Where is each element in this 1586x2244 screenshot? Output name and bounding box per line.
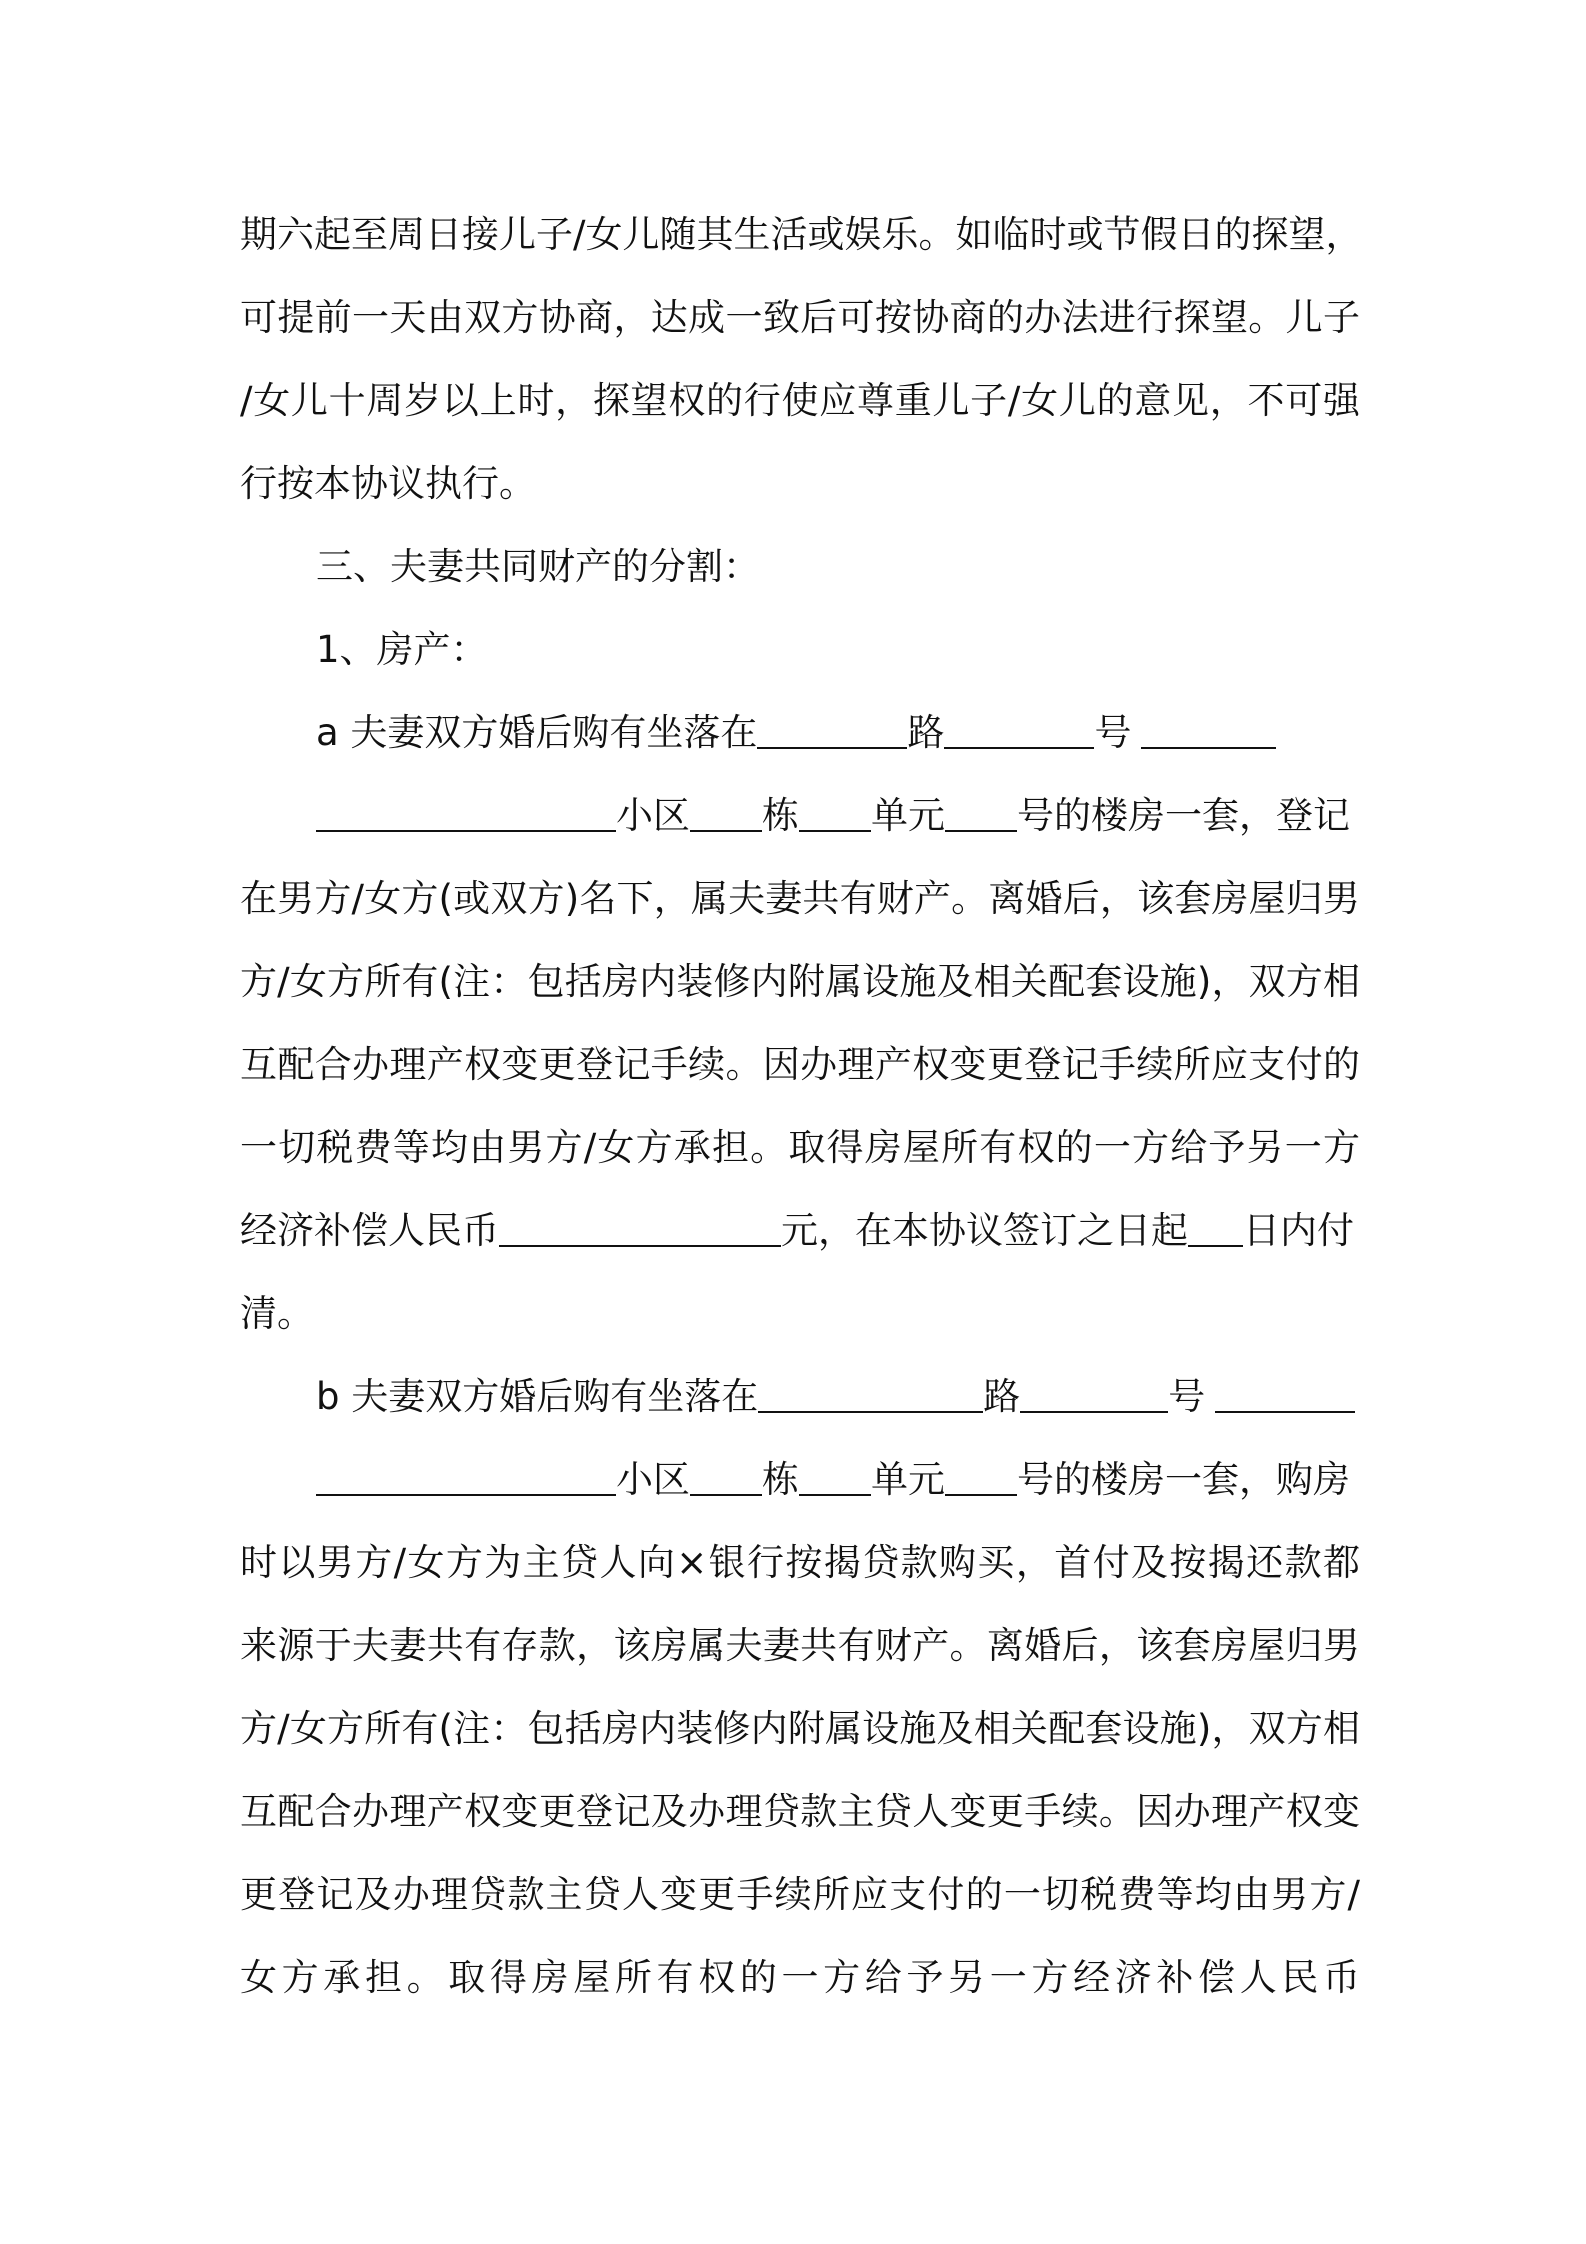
community-blank[interactable]: [316, 1458, 616, 1496]
road-blank[interactable]: [758, 1375, 983, 1413]
room-blank[interactable]: [945, 794, 1017, 832]
building-blank[interactable]: [690, 1458, 762, 1496]
item-b-line-8: 女方承担。取得房屋所有权的一方给予另一方经济补偿人民币: [240, 1956, 1360, 1999]
unit-blank[interactable]: [799, 794, 871, 832]
community-label: 小区: [616, 1458, 690, 1501]
address-blank[interactable]: [1141, 711, 1276, 749]
item-a-payment-line: [240, 1206, 1360, 1256]
compensation-amount-blank[interactable]: [499, 1209, 781, 1247]
number-label: 号: [1168, 1375, 1206, 1418]
road-label: 路: [907, 711, 945, 754]
item-b-line-7: 更登记及办理贷款主贷人变更手续所应支付的一切税费等均由男方/: [240, 1873, 1360, 1916]
payment-deadline-label: 日内付: [1243, 1209, 1354, 1252]
unit-blank[interactable]: [799, 1458, 871, 1496]
item-b-line-6: 互配合办理产权变更登记及办理贷款主贷人变更手续。因办理产权变: [240, 1790, 1360, 1833]
item-a-address-line: [316, 708, 1360, 758]
visitation-line-3: /女儿十周岁以上时，探望权的行使应尊重儿子/女儿的意见，不可强: [240, 379, 1360, 422]
item-b-intro: b 夫妻双方婚后购有坐落在: [316, 1375, 759, 1418]
address-blank[interactable]: [1215, 1375, 1355, 1413]
visitation-line-4: 行按本协议执行。: [240, 462, 536, 505]
road-label: 路: [983, 1375, 1021, 1418]
building-label: 栋: [762, 1458, 799, 1501]
section-three-heading: 三、夫妻共同财产的分割：: [316, 545, 760, 588]
room-label: 号的楼房一套，登记: [1017, 794, 1350, 837]
item-a-line-4: 方/女方所有(注：包括房内装修内附属设施及相关配套设施)，双方相: [240, 960, 1360, 1003]
item-1-heading: 1、房产：: [316, 628, 488, 671]
unit-label: 单元: [871, 794, 945, 837]
compensation-label: 经济补偿人民币: [240, 1209, 499, 1252]
item-a-building-line: [316, 791, 1360, 841]
days-blank[interactable]: [1188, 1209, 1243, 1247]
road-blank[interactable]: [757, 711, 907, 749]
unit-label: 单元: [871, 1458, 945, 1501]
building-label: 栋: [762, 794, 799, 837]
number-blank[interactable]: [1020, 1375, 1168, 1413]
item-a-line-5: 互配合办理产权变更登记手续。因办理产权变更登记手续所应支付的: [240, 1043, 1360, 1086]
number-blank[interactable]: [944, 711, 1094, 749]
item-a-line-6: 一切税费等均由男方/女方承担。取得房屋所有权的一方给予另一方: [240, 1126, 1360, 1169]
item-a-last-line: 清。: [240, 1292, 314, 1335]
room-label: 号的楼房一套，购房: [1017, 1458, 1350, 1501]
community-label: 小区: [616, 794, 690, 837]
room-blank[interactable]: [945, 1458, 1017, 1496]
item-b-line-3: 时以男方/女方为主贷人向×银行按揭贷款购买，首付及按揭还款都: [240, 1541, 1360, 1584]
item-b-line-5: 方/女方所有(注：包括房内装修内附属设施及相关配套设施)，双方相: [240, 1707, 1360, 1750]
signing-label: 元，在本协议签订之日起: [781, 1209, 1188, 1252]
visitation-line-2: 可提前一天由双方协商，达成一致后可按协商的办法进行探望。儿子: [240, 296, 1360, 339]
visitation-line-1: 期六起至周日接儿子/女儿随其生活或娱乐。如临时或节假日的探望，: [240, 213, 1363, 256]
number-label: 号: [1094, 711, 1132, 754]
item-b-building-line: [316, 1455, 1360, 1505]
item-b-line-4: 来源于夫妻共有存款，该房属夫妻共有财产。离婚后，该套房屋归男: [240, 1624, 1360, 1667]
item-a-intro: a 夫妻双方婚后购有坐落在: [316, 711, 758, 754]
item-a-line-3: 在男方/女方(或双方)名下，属夫妻共有财产。离婚后，该套房屋归男: [240, 877, 1360, 920]
community-blank[interactable]: [316, 794, 616, 832]
item-b-address-line: [316, 1372, 1360, 1422]
building-blank[interactable]: [690, 794, 762, 832]
